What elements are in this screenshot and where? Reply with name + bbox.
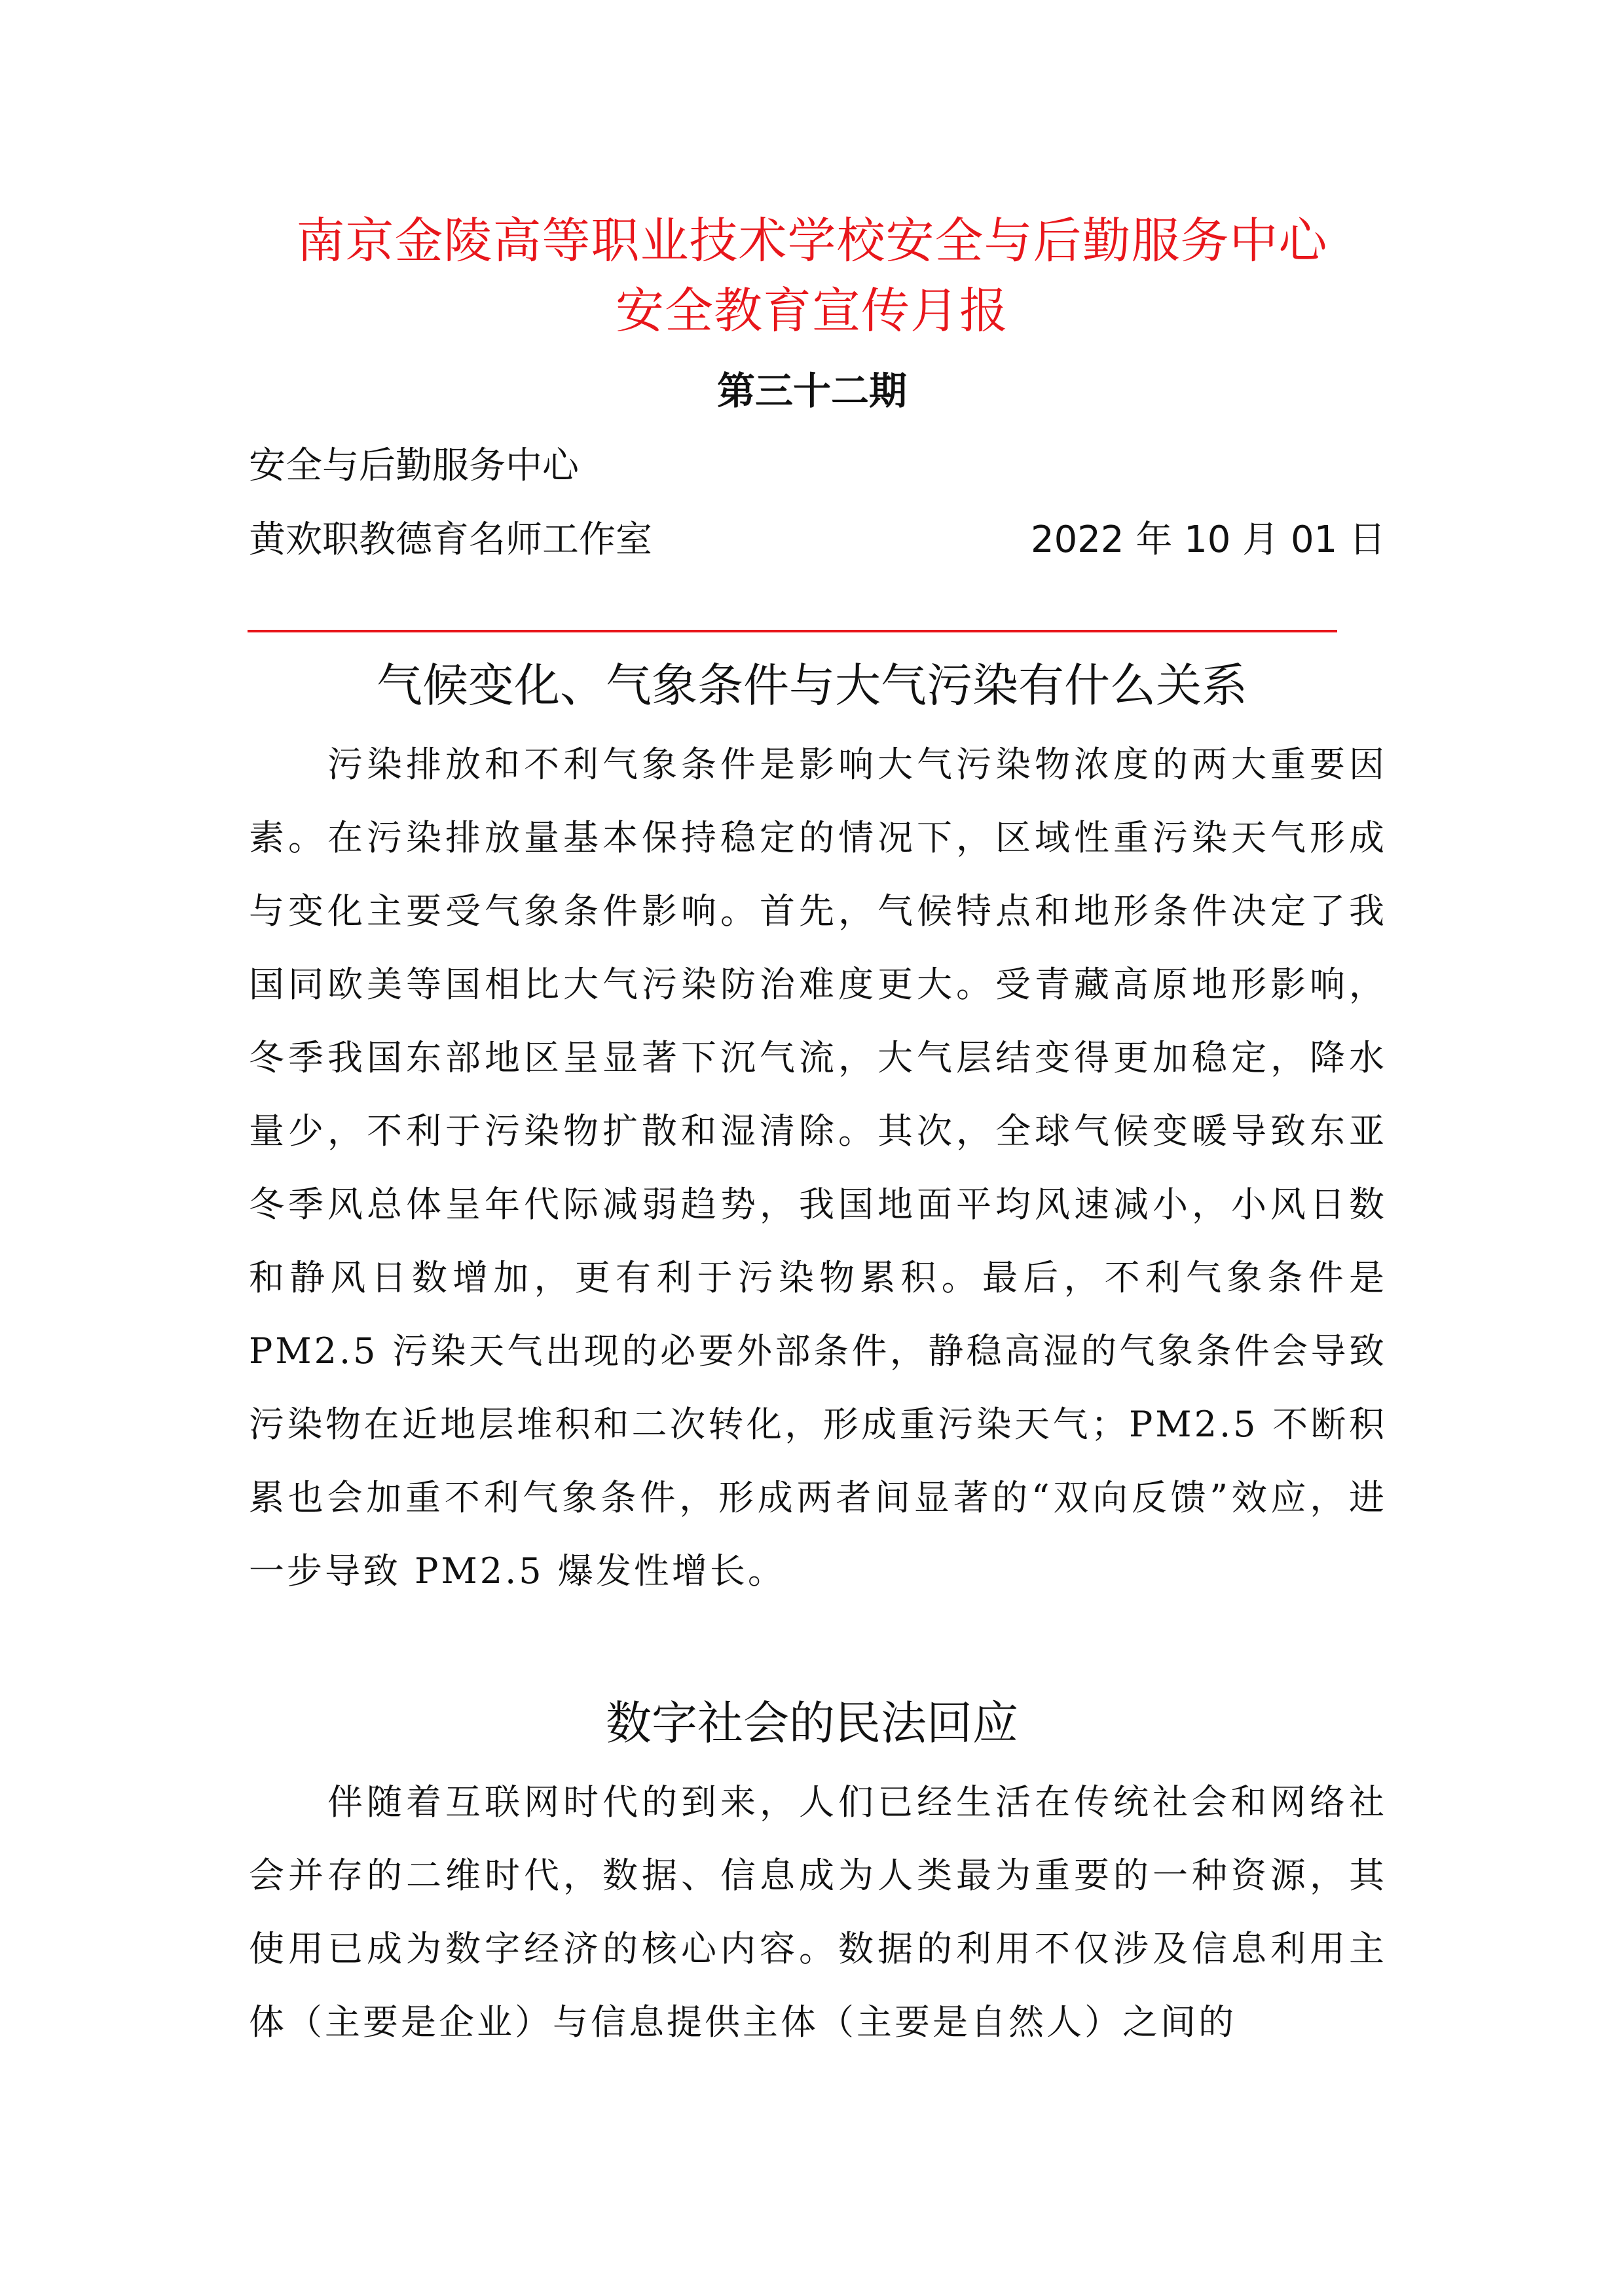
article1-body: 污染排放和不利气象条件是影响大气污染物浓度的两大重要因素。在污染排放量基本保持稳定的情况下，区域性重污染天气形成与变化主要受气象条件影响。首先，气候特点和地形条件决定了我国同欧美等国相比大气污染防治难度更大。受青藏高原地形影响，冬季我国东部地区呈显著下沉气流，大气层结变得更加稳定，降水量少，不利于污染物扩散和湿清除。其次，全球气候变暖导致东亚冬季风总体呈年代际减弱趋势，我国地面平均风速减小，小风日数和静风日数增加，更有利于污染物累积。最后，不利气象条件是 PM2.5 污染天气出现的必要外部条件，静稳高湿的气象条件会导致污染物在近地层堆积和二次转化，形成重污染天气；PM2.5 不断积累也会加重不利气象条件，形成两者间显著的“双向反馈”效应，进一步导致 PM2.5 爆发性增长。 bbox=[249, 744, 1387, 1592]
newsletter-title-line1: 南京金陵高等职业技术学校安全与后勤服务中心 bbox=[296, 213, 1328, 269]
publish-date: 2022 年 10 月 01 日 bbox=[1031, 519, 1386, 561]
newsletter-title-line2: 安全教育宣传月报 bbox=[616, 283, 1008, 339]
header-divider bbox=[248, 630, 1337, 632]
publisher-studio: 黄欢职教德育名师工作室 bbox=[249, 519, 652, 561]
publisher-department: 安全与后勤服务中心 bbox=[249, 445, 579, 487]
article2-heading: 数字社会的民法回应 bbox=[606, 1696, 1018, 1750]
issue-number: 第三十二期 bbox=[716, 369, 907, 413]
article2-body: 伴随着互联网时代的到来，人们已经生活在传统社会和网络社会并存的二维时代，数据、信息成为人类最为重要的一种资源，其使用已成为数字经济的核心内容。数据的利用不仅涉及信息利用主体（主要是企业）与信息提供主体（主要是自然人）之间的 bbox=[249, 1781, 1387, 2043]
article1-heading: 气候变化、气象条件与大气污染有什么关系 bbox=[377, 659, 1247, 712]
